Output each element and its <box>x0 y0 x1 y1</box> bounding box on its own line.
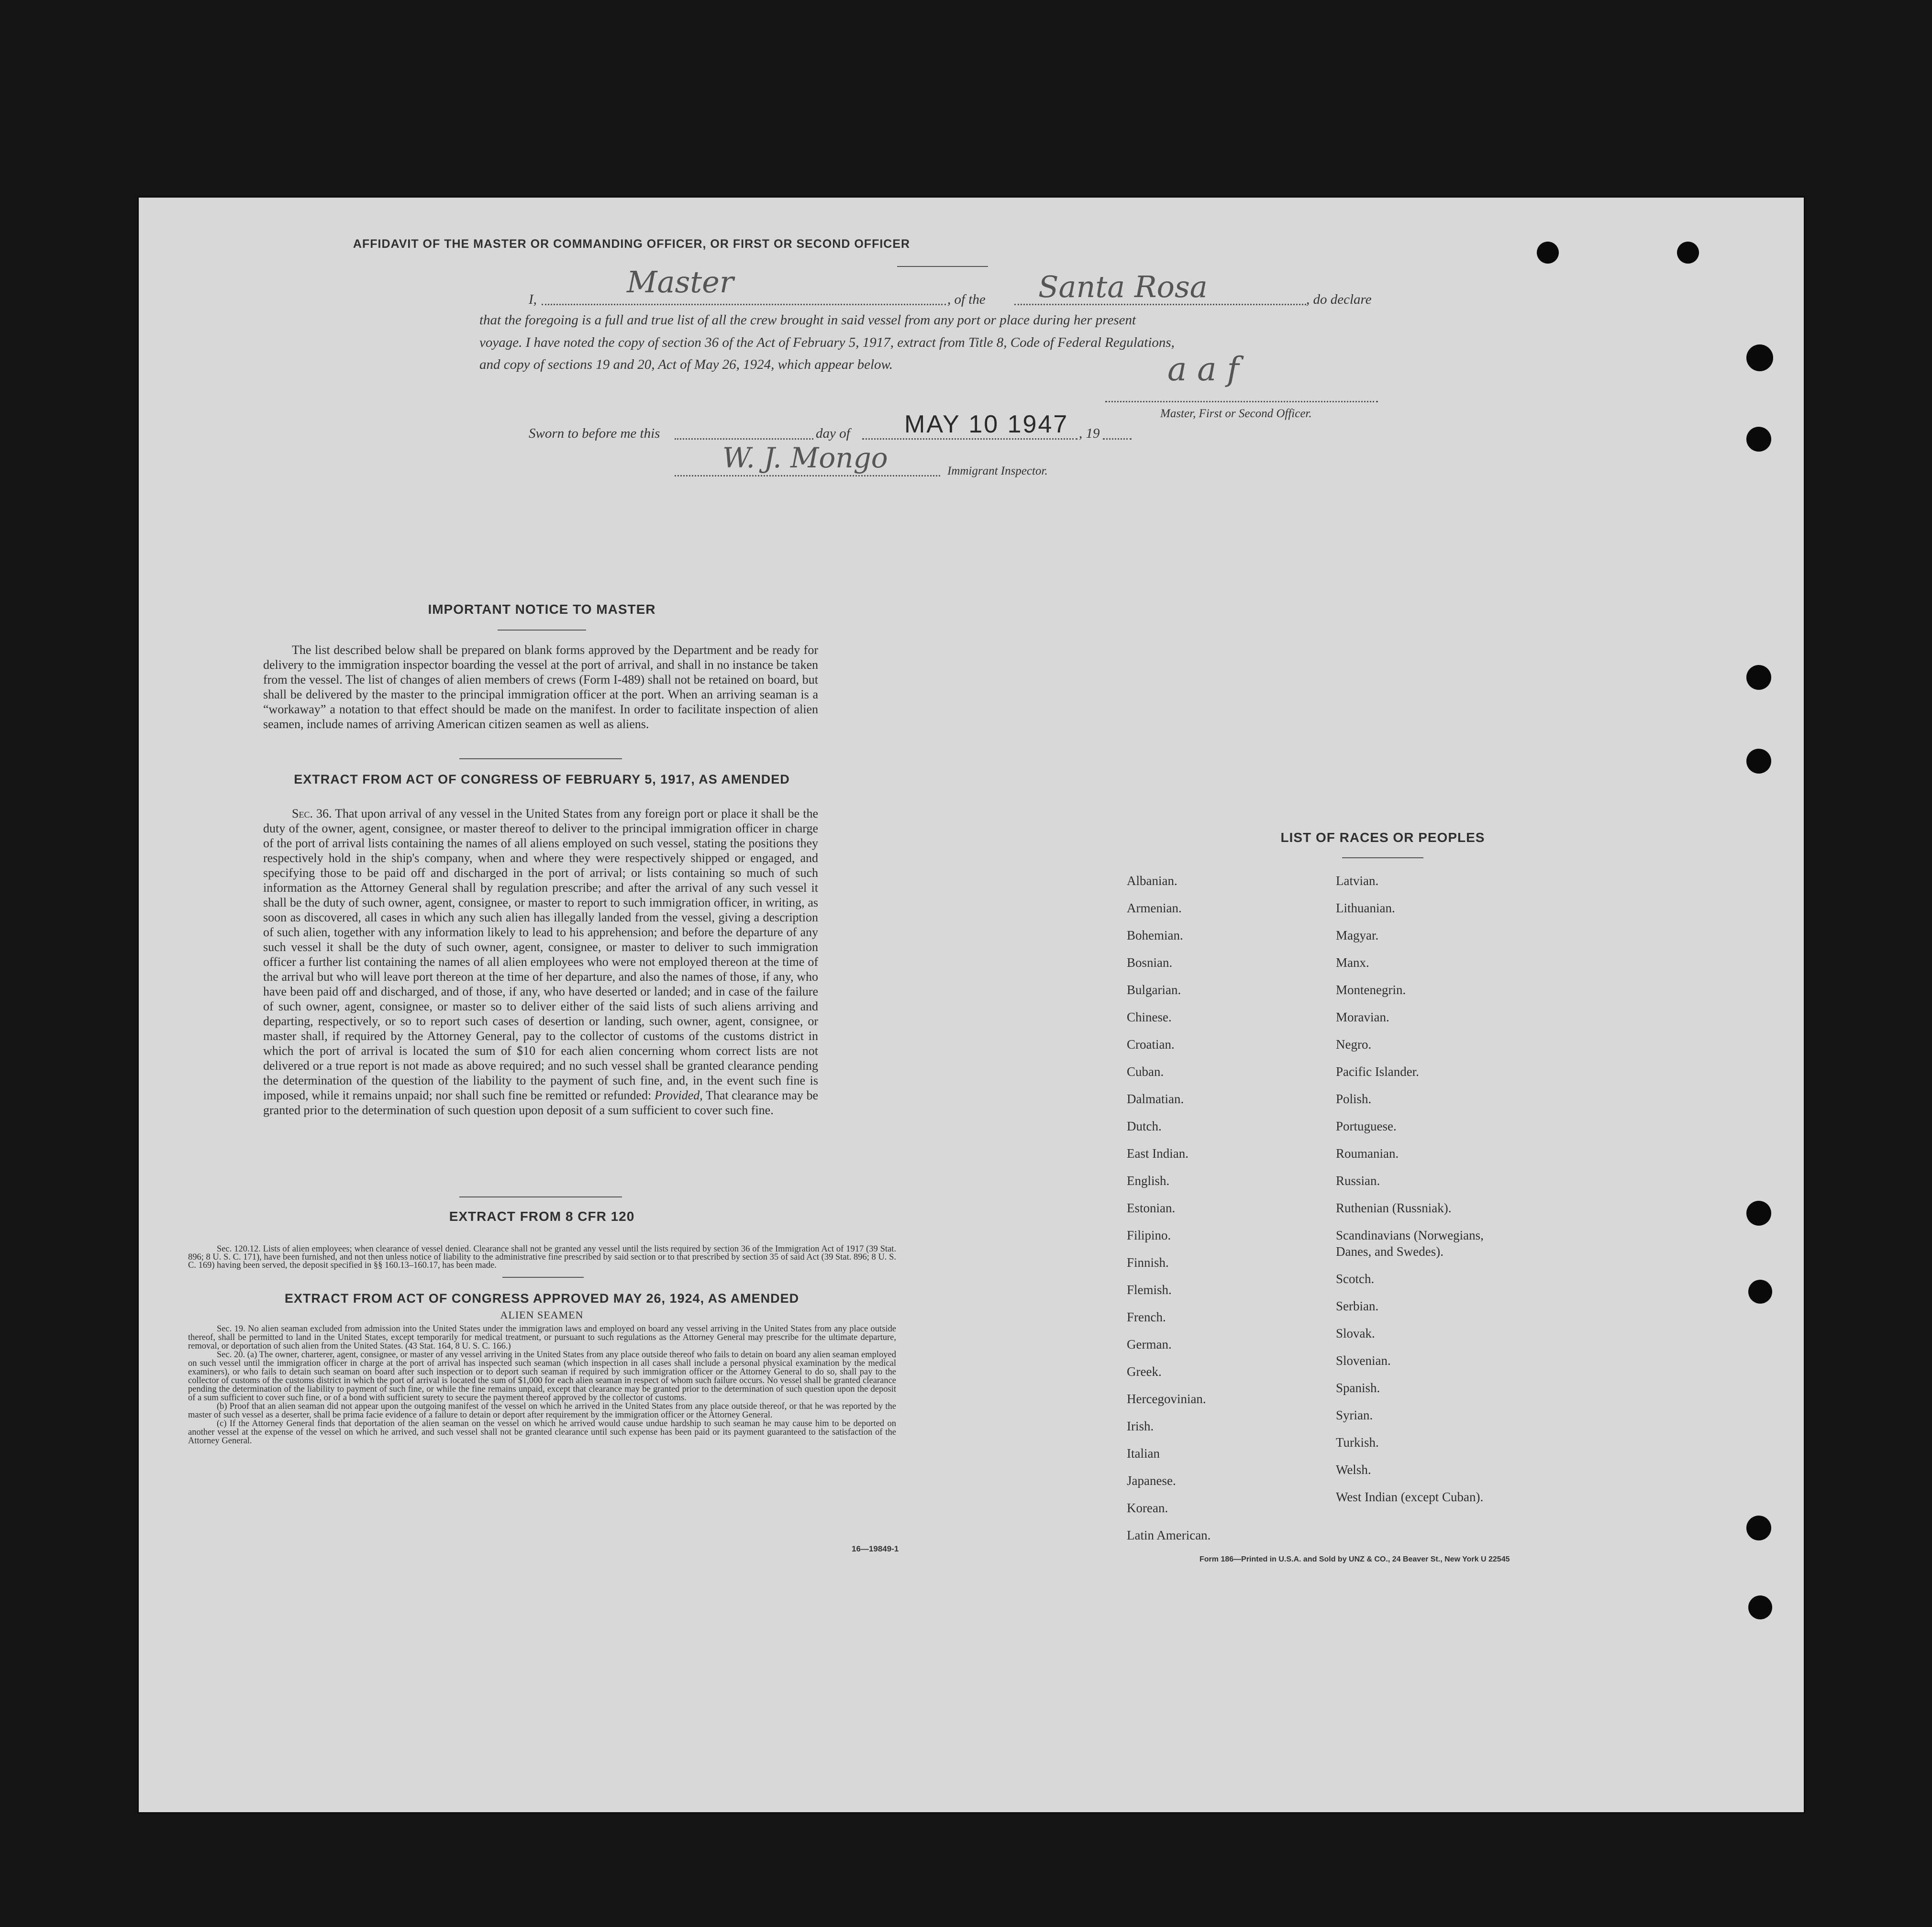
race-item: Albanian. <box>1127 874 1177 888</box>
race-item: Irish. <box>1127 1419 1154 1433</box>
race-item: Japanese. <box>1127 1473 1176 1488</box>
sec-36-label: Sec. 36. <box>292 807 332 820</box>
notice-title: IMPORTANT NOTICE TO MASTER <box>428 602 656 617</box>
affidavit-line-4: and copy of sections 19 and 20, Act of May 26, 1924, which appear below. <box>479 357 893 372</box>
race-item: Polish. <box>1336 1092 1372 1106</box>
sec-20a-text: Sec. 20. (a) The owner, charterer, agent, consignee, or master of any vessel arriving in the United States from any place outside thereof who fails to detain on board any alien seaman employed on such vessel until the immigration officer in charge at the port of arrival has inspected such seaman (which inspection in all cases shall include a personal physical examination by the medical examiners), or who fails to detain such seaman on board after such inspection or to deport such seaman if required by such immigration officer or the Attorney General to do so, shall pay to the collector of customs of the customs district in which the port of arrival is located the sum of $1,000 for each alien seaman in respect of whom such failure occurs. No vessel shall be granted clearance pending the determination of the liability to payment of such fine, or while the fine remains unpaid, except that clearance may be granted prior to the determination of such question upon the deposit of a sum sufficient to cover such fine, or of a bond with sufficient surety to secure the payment thereof approved by the collector of customs. <box>188 1350 896 1403</box>
year-suffix: , 19 <box>1079 426 1100 441</box>
master-signature: a a f <box>1167 351 1239 388</box>
sworn-label: Sworn to before me this <box>529 426 660 441</box>
race-item: Dutch. <box>1127 1119 1162 1133</box>
title-rule <box>897 266 988 267</box>
race-item: Portuguese. <box>1336 1119 1397 1133</box>
race-item: Croatian. <box>1127 1037 1175 1052</box>
affidavit-line-3: voyage. I have noted the copy of section 36 of the Act of February 5, 1917, extract from Title 8, Code of Federal Regulations, <box>479 335 1175 350</box>
sec-20b-text: (b) Proof that an alien seaman did not appear upon the outgoing manifest of the vessel on which he arrived in the United States from any place outside thereof, or that he was reported by the master of such vessel as a deserter, shall be prima facie evidence of a failure to detain or deport after requirement by the immigration officer or the Attorney General. <box>188 1402 896 1420</box>
race-item: Latin American. <box>1127 1528 1211 1542</box>
race-item: Chinese. <box>1127 1010 1172 1024</box>
inspector-signature-line <box>675 475 940 476</box>
race-item: Bohemian. <box>1127 928 1183 942</box>
punch-hole <box>1677 242 1699 264</box>
rule-1924-top <box>502 1277 584 1278</box>
race-item: West Indian (except Cuban). <box>1336 1490 1484 1504</box>
print-code: 16—19849-1 <box>852 1544 899 1553</box>
race-item: English. <box>1127 1174 1170 1188</box>
race-item: Italian <box>1127 1446 1160 1461</box>
vessel-handwriting: Santa Rosa <box>1038 269 1208 304</box>
race-item: Bosnian. <box>1127 955 1173 970</box>
race-item: Serbian. <box>1336 1299 1379 1313</box>
date-stamp: MAY 10 1947 <box>904 410 1069 438</box>
race-item: Greek. <box>1127 1364 1162 1379</box>
race-item: Syrian. <box>1336 1408 1373 1422</box>
notice-body: The list described below shall be prepared on blank forms approved by the Department and be ready for delivery to the immigration inspector boarding the vessel at the port of arrival, and shall in no instance be taken from the vessel. The list of changes of alien members of crews (Form I-489) shall not be retained on board, but shall be delivered by the master to the principal immigration officer at the port. When an arriving seaman is a “workaway” a notation to that effect should be made on the manifest. In order to facilitate inspection of alien seamen, include names of arriving American citizen seamen as well as aliens. <box>263 643 818 731</box>
rule-cfr-top <box>459 1196 622 1197</box>
name-blank <box>542 304 946 305</box>
punch-hole <box>1748 1280 1772 1304</box>
race-item: Negro. <box>1336 1037 1372 1052</box>
sec-36-text-a: That upon arrival of any vessel in the United States from any foreign port or place it shall be the duty of the owner, agent, consignee, or master thereof to deliver to the principal immigration officer in charge of the port of arrival lists containing the names of all aliens employed on such vessel, stating the positions they respectively hold in the ship's company, when and where they were respectively shipped or engaged, and specifying those to be paid off and discharged in the port of arrival; or lists containing so much of such information as the Attorney General shall by regulation prescribe; and after the arrival of any such vessel it shall be the duty of such owner, agent, consignee, or master to report to such immigration officer, in writing, as soon as discovered, all cases in which any such alien has illegally landed from the vessel, giving a description of such alien, together with any information likely to lead to his apprehension; and before the departure of any such vessel it shall be the duty of such owner, agent, consignee, or master to deliver to such immigration officer a further list containing the names of all alien employees who were not employed thereon at the time of the arrival but who will leave port thereon at the time of her departure, and also the names of those, if any, who have been paid off and discharged, and of those, if any, who have deserted or landed; and in case of the failure of such owner, agent, consignee, or master so to deliver either of the said lists of such aliens arriving and departing, respectively, or so to report such cases of desertion or landing, such owner, agent, consignee, or master shall, if required by the Attorney General, pay to the collector of customs of the customs district in which the port of arrival is located the sum of $10 for each alien concerning whom correct lists are not delivered or a true report is not made as above required; and no such vessel shall be granted clearance pending the determination of the question of the liability to the payment of such fine, and, in the event such fine is imposed, while it remains unpaid; nor shall such fine be remitted or refunded: <box>263 807 819 1102</box>
day-of-label: day of <box>816 426 850 441</box>
race-item: Bulgarian. <box>1127 983 1181 997</box>
punch-hole <box>1746 665 1771 690</box>
race-item: Roumanian. <box>1336 1146 1399 1161</box>
race-item: Filipino. <box>1127 1228 1171 1242</box>
races-left-column <box>1127 873 1210 1543</box>
punch-hole <box>1748 1595 1772 1619</box>
punch-hole <box>1746 1201 1771 1226</box>
race-item: Finnish. <box>1127 1255 1169 1270</box>
sec-20c-text: (c) If the Attorney General finds that deportation of the alien seaman on the vessel on which he arrived would cause undue hardship to such seaman he may cause him to be deported on another vessel at the expense of the vessel on which he arrived, and such vessel shall not be granted clearance until such expense has been paid or its payment guaranteed to the satisfaction of the Attorney General. <box>188 1419 896 1446</box>
race-item: Manx. <box>1336 955 1369 970</box>
race-item: Armenian. <box>1127 901 1182 915</box>
race-item: Hercegovinian. <box>1127 1392 1206 1406</box>
race-item: Moravian. <box>1336 1010 1389 1024</box>
race-item: Montenegrin. <box>1336 983 1406 997</box>
race-item: Ruthenian (Russniak). <box>1336 1201 1452 1215</box>
race-item: French. <box>1127 1310 1166 1324</box>
race-item: German. <box>1127 1337 1172 1351</box>
race-item: Turkish. <box>1336 1435 1379 1450</box>
race-item: Flemish. <box>1127 1283 1172 1297</box>
master-caption: Master, First or Second Officer. <box>1160 407 1312 420</box>
affidavit-i-label: I, <box>529 292 537 307</box>
sworn-day-blank <box>675 438 813 440</box>
race-item: Spanish. <box>1336 1381 1380 1395</box>
provided-word: Provided, <box>654 1088 703 1102</box>
year-blank <box>1103 438 1132 440</box>
affidavit-title: AFFIDAVIT OF THE MASTER OR COMMANDING OFFICER, OR FIRST OR SECOND OFFICER <box>353 237 910 251</box>
extract-1917-title: EXTRACT FROM ACT OF CONGRESS OF FEBRUARY 5, 1917, AS AMENDED <box>294 772 790 786</box>
affidavit-line-2: that the foregoing is a full and true list of all the crew brought in said vessel from any port or place during her present <box>479 312 1136 328</box>
punch-hole <box>1537 242 1559 264</box>
extract-1924-body <box>188 1325 896 1445</box>
race-item: Korean. <box>1127 1501 1168 1515</box>
inspector-signature: W. J. Mongo <box>722 442 888 474</box>
notice-rule <box>498 630 586 631</box>
race-item: Slovak. <box>1336 1326 1375 1340</box>
form-footer: Form 186—Printed in U.S.A. and Sold by UNZ & CO., 24 Beaver St., New York U 22545 <box>1199 1555 1510 1563</box>
race-item: Russian. <box>1336 1174 1380 1188</box>
race-item: Pacific Islander. <box>1336 1064 1419 1079</box>
sec-36-text-b: That clearance may be granted prior to the determination of such question upon deposit of a sum sufficient to cover such fine. <box>263 1088 819 1117</box>
race-item: East Indian. <box>1127 1146 1188 1161</box>
extract-1924-title: EXTRACT FROM ACT OF CONGRESS APPROVED MAY 26, 1924, AS AMENDED <box>284 1291 799 1306</box>
extract-1924-subtitle: ALIEN SEAMEN <box>500 1309 584 1321</box>
race-item: Cuban. <box>1127 1064 1164 1079</box>
rule-1917-top <box>459 758 622 759</box>
cfr-body: Sec. 120.12. Lists of alien employees; when clearance of vessel denied. Clearance shall not be granted any vessel until the lists required by section 36 of the Immigration Act of 1917 (39 Stat. 896; 8 U. S. C. 171), have been furnished, and not then unless notice of liability to the administrative fine prescribed by said section or to that prescribed by section 35 of said Act (39 Stat. 896; 8 U. S. C. 169) having been served, the deposit specified in §§ 160.13–160.17, has been made. <box>188 1244 896 1270</box>
sec-19-text: Sec. 19. No alien seaman excluded from admission into the United States under the immigration laws and employed on board any vessel arriving in the United States from any place outside thereof, shall be permitted to land in the United States, except temporarily for medical treatment, or pursuant to such regulations as the Attorney General may prescribe for the ultimate departure, removal, or deportation of such alien from the United States. (43 Stat. 164, 8 U. S. C. 166.) <box>188 1324 896 1351</box>
master-signature-line <box>1105 401 1378 402</box>
of-the-label: , of the <box>947 292 986 307</box>
punch-hole <box>1746 1516 1771 1540</box>
race-item: Dalmatian. <box>1127 1092 1184 1106</box>
race-item: Slovenian. <box>1336 1353 1391 1368</box>
race-item: Scotch. <box>1336 1272 1375 1286</box>
punch-hole <box>1746 427 1771 452</box>
name-handwriting: Master <box>627 265 734 299</box>
cfr-title: EXTRACT FROM 8 CFR 120 <box>449 1209 635 1224</box>
punch-hole <box>1746 749 1771 774</box>
document-page <box>139 198 1804 1812</box>
do-declare-label: , do declare <box>1306 292 1372 307</box>
races-rule <box>1342 857 1423 858</box>
race-item: Welsh. <box>1336 1462 1371 1477</box>
extract-1917-body <box>263 806 818 1118</box>
race-item: Latvian. <box>1336 874 1379 888</box>
punch-hole <box>1746 344 1773 371</box>
race-item: Magyar. <box>1336 928 1379 942</box>
inspector-caption: Immigrant Inspector. <box>947 465 1048 477</box>
races-right-column <box>1336 873 1484 1505</box>
race-item: Estonian. <box>1127 1201 1176 1215</box>
race-item: Lithuanian. <box>1336 901 1395 915</box>
race-item: Danes, and Swedes). <box>1336 1244 1443 1259</box>
race-item: Scandinavians (Norwegians, <box>1336 1228 1484 1242</box>
races-title: LIST OF RACES OR PEOPLES <box>1280 830 1485 845</box>
